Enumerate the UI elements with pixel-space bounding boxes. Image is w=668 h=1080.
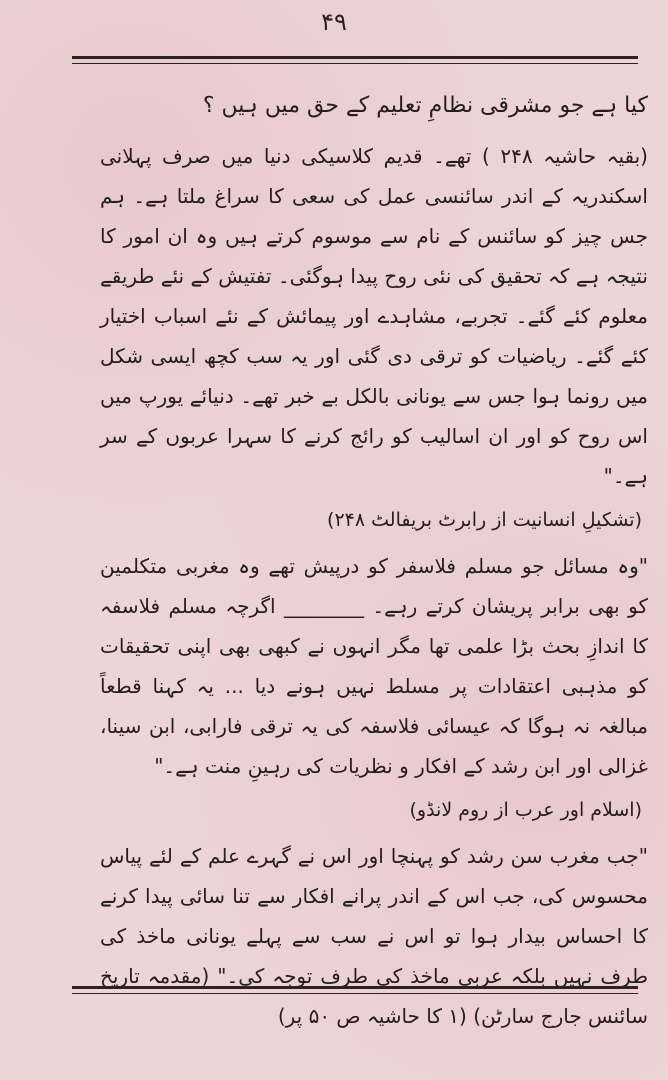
footer-rule — [72, 986, 638, 994]
page-number: ۴۹ — [321, 8, 347, 36]
page-body — [100, 84, 648, 1042]
quote-paragraph-sarton: "جب مغرب سن رشد کو پہنچا اور اس نے گہرے علم کے لئے پیاس محسوس کی، جب اس کے اندر پرانے افکار سے تنا سائی پیدا کرنے کا احساس بیدار ہوا تو اس نے سب سے پہلے یونانی ماخذ کی طرف نہیں بلکہ عربی ماخذ کی طرف توجہ کی۔" (مقدمہ تاریخ سائنس جارج سارٹن) (۱ کا حاشیہ ص ۵۰ پر) — [100, 844, 648, 1028]
citation-briffault: (تشکیلِ انسانیت از رابرٹ بریفالٹ ۲۴۸) — [327, 509, 642, 531]
header-rule — [72, 56, 638, 64]
running-head: کیا ہے جو مشرقی نظامِ تعلیم کے حق میں ہیں ؟ — [202, 93, 648, 118]
quote-paragraph-philosophers: "وہ مسائل جو مسلم فلاسفر کو درپیش تھے وہ مغربی متکلمین کو بھی برابر پریشان کرتے رہے۔ ________ اگرچہ مسلم فلاسفہ کا اندازِ بحث بڑا علمی تھا مگر انہوں نے کبھی بھی اپنی تحقیقات کو مذہبی اعتقادات پر مسلط نہیں ہونے دیا ... یہ کہنا قطعاً مبالغہ نہ ہوگا کہ عیسائی فلاسفہ کی یہ ترقی فارابی، ابن سینا، غزالی اور ابن رشد کے افکار و نظریات کی رہینِ منت ہے۔" — [100, 554, 648, 778]
citation-landau: (اسلام اور عرب از روم لانڈو) — [409, 799, 642, 821]
footnote-continuation-paragraph: (بقیہ حاشیہ ۲۴۸ ) تھے۔ قدیم کلاسیکی دنیا میں صرف پہلانی اسکندریہ کے اندر سائنسی عمل کی سعی کا سراغ ملتا ہے۔ ہم جس چیز کو سائنس کے نام سے موسوم کرتے ہیں وہ ان امور کا نتیجہ ہے کہ تحقیق کی نئی روح پیدا ہوگئی۔ تفتیش کے نئے طریقے معلوم کئے گئے۔ تجربے، مشاہدے اور پیمائش کے نئے اسباب اختیار کئے گئے۔ ریاضیات کو ترقی دی گئی اور یہ سب کچھ ایسی شکل میں رونما ہوا جس سے یونانی بالکل بے خبر تھے۔ دنیائے یورپ میں اس روح کو اور ان اسالیب کو رائج کرنے کا سہرا عربوں کے سر ہے۔" — [100, 144, 648, 488]
